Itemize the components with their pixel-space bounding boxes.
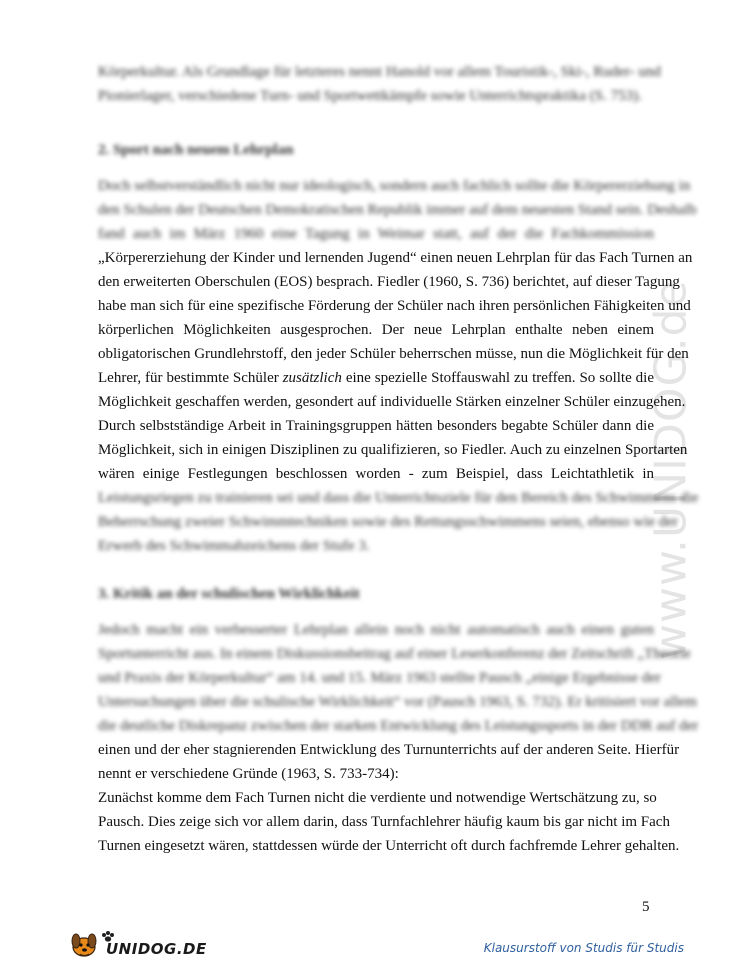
section3-body bbox=[98, 738, 680, 858]
text-line: Sportunterricht aus. In einem Diskussionsbeitrag auf einer Leserkonferenz der Zeitschrift „Theorie bbox=[98, 646, 691, 662]
text-line: Durch selbstständige Arbeit in Trainingsgruppen hätten besonders begabte Schüler dann die bbox=[98, 418, 654, 434]
text-line: Jedoch macht ein verbesserter Lehrplan allein noch nicht automatisch auch einen guten bbox=[98, 622, 654, 638]
section-heading-3: 3. Kritik an der schulischen Wirklichkeit bbox=[98, 586, 360, 602]
text-line: körperlichen Möglichkeiten ausgesprochen. Der neue Lehrplan enthalte neben einem bbox=[98, 322, 654, 338]
text-line: die deutliche Diskrepanz zwischen der starken Entwicklung des Leistungssports in der DDR auf der bbox=[98, 718, 699, 734]
text-line: Möglichkeit, sich in einigen Disziplinen zu qualifizieren, so Fiedler. Auch zu einzelnen Sportarten bbox=[98, 442, 688, 458]
text-fragment: eine spezielle Stoffauswahl zu treffen. So sollte die bbox=[341, 370, 655, 386]
intro-paragraph-blurred bbox=[98, 60, 661, 108]
text-line: und Praxis der Körperkultur“ am 14. und 15. März 1963 stellte Pausch „einige Ergebnisse der bbox=[98, 670, 661, 686]
text-line: den Schulen der Deutschen Demokratischen Republik immer auf dem neuesten Stand sein. Deshalb bbox=[98, 202, 697, 218]
text-fragment: Lehrer, für bestimmte Schüler bbox=[98, 370, 283, 386]
text-line: Untersuchungen über die schulische Wirklichkeit“ vor (Pausch 1963, S. 732). Er kritisiert vor allem bbox=[98, 694, 697, 710]
text-line: nennt er verschiedene Gründe (1963, S. 733-734): bbox=[98, 766, 399, 782]
text-line: Körperkultur. Als Grundlage für letzteres nennt Hanold vor allem Touristik-, Ski-, Ruder- und bbox=[98, 64, 661, 80]
text-line: obligatorischen Grundlehrstoff, den jeder Schüler beherrschen müsse, nun die Möglichkeit für den bbox=[98, 346, 689, 362]
text-line: habe man sich für eine spezifische Förderung der Schüler nach ihren persönlichen Fähigkeiten und bbox=[98, 298, 691, 314]
section2-blurred-bottom bbox=[98, 486, 699, 558]
watermark: www.UNIDOG.de bbox=[645, 279, 697, 661]
text-line: den erweiterten Oberschulen (EOS) besprach. Fiedler (1960, S. 736) berichtet, auf dieser Tagung bbox=[98, 274, 680, 290]
unidog-logo[interactable] bbox=[66, 925, 206, 961]
text-line: Erwerb des Schwimmabzeichens der Stufe 3. bbox=[98, 538, 370, 554]
text-line: Doch selbstverständlich nicht nur ideologisch, sondern auch fachlich sollte die Körpererziehung in bbox=[98, 178, 691, 194]
text-line: „Körpererziehung der Kinder und lernenden Jugend“ einen neuen Lehrplan für das Fach Turnen an bbox=[98, 250, 693, 266]
text-line: Pionierlager, verschiedene Turn- und Sportwettkämpfe sowie Unterrichtspraktika (S. 753). bbox=[98, 88, 642, 104]
text-line: Pausch. Dies zeige sich vor allem darin, dass Turnfachlehrer häufig kaum bis gar nicht im Fach bbox=[98, 814, 670, 830]
text-line: Zunächst komme dem Fach Turnen nicht die verdiente und notwendige Wertschätzung zu, so bbox=[98, 790, 657, 806]
text-line: Möglichkeit geschaffen werden, gesondert auf individuelle Stärken einzelner Schüler einzugehen. bbox=[98, 394, 686, 410]
page-number: 5 bbox=[642, 899, 650, 915]
italic-emphasis: zusätzlich bbox=[282, 370, 342, 386]
text-line-italic bbox=[98, 366, 654, 390]
text-line: wären einige Festlegungen beschlossen worden - zum Beispiel, dass Leichtathletik in bbox=[98, 466, 654, 482]
text-line: einen und der eher stagnierenden Entwicklung des Turnunterrichts auf der anderen Seite. Hierfür bbox=[98, 742, 680, 758]
text-line: Turnen eingesetzt wären, stattdessen würde der Unterricht oft durch fachfremde Lehrer gehalten. bbox=[98, 838, 680, 854]
text-line: Beherrschung zweier Schwimmtechniken sowie des Rettungsschwimmens seien, ebenso wie der bbox=[98, 514, 678, 530]
logo-text: UNIDOG.DE bbox=[106, 940, 207, 958]
text-line: Leistungsriegen zu trainieren sei und dass die Unterrichtsziele für den Bereich des Schwimmens die bbox=[98, 490, 699, 506]
section2-blurred-top bbox=[98, 174, 697, 246]
footer-tagline: Klausurstoff von Studis für Studis bbox=[483, 941, 684, 955]
text-line: fand auch im März 1960 eine Tagung in Weimar statt, auf der die Fachkommission bbox=[98, 226, 654, 242]
section3-blurred-top bbox=[98, 618, 699, 738]
section-heading-2: 2. Sport nach neuem Lehrplan bbox=[98, 142, 294, 158]
